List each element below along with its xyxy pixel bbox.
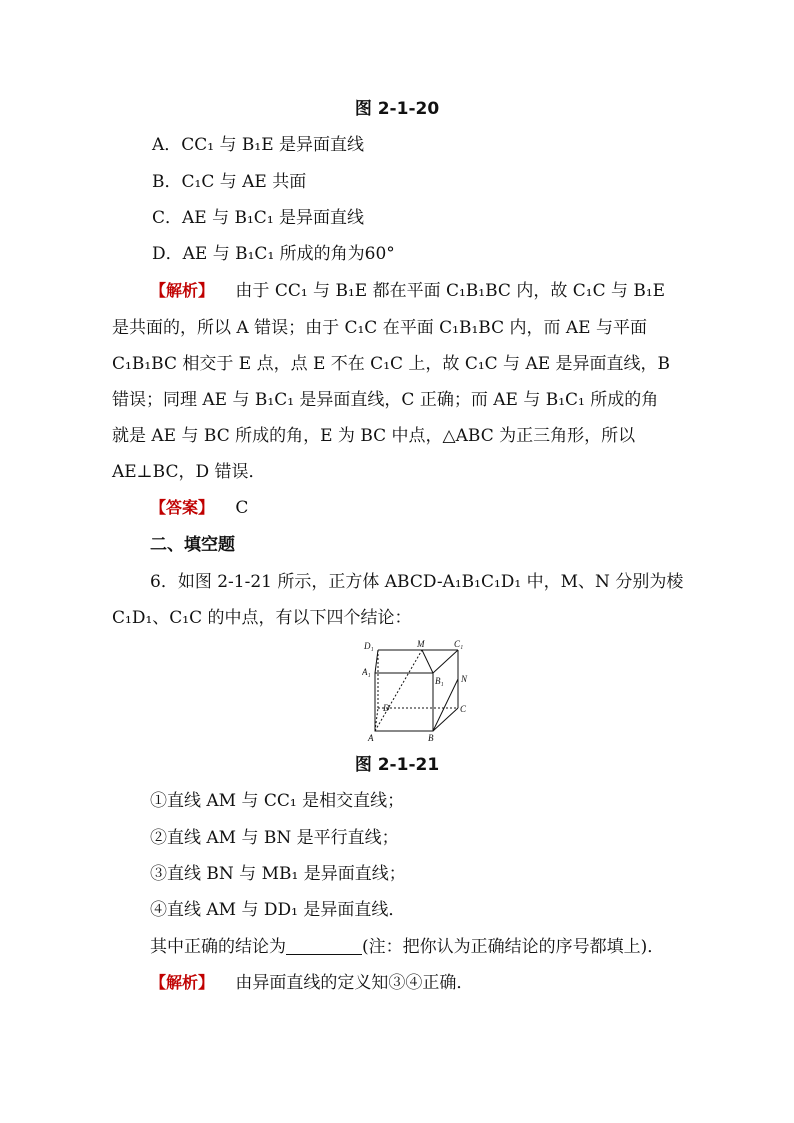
option-c: C．AE 与 B₁C₁ 是异面直线 — [152, 208, 365, 228]
analysis-1-line-6: AE⊥BC，D 错误． — [112, 462, 266, 482]
label-d: D — [383, 703, 390, 713]
label-n: N — [461, 674, 468, 684]
analysis-1-line-4: 错误；同理 AE 与 B₁C₁ 是异面直线，C 正确；而 AE 与 B₁C₁ 所成的角 — [112, 390, 659, 410]
figure-top-caption: 图 2-1-20 — [354, 99, 440, 119]
option-b: B．C₁C 与 AE 共面 — [152, 172, 307, 192]
analysis-2 — [150, 973, 473, 993]
conclusion-2: ②直线 AM 与 BN 是平行直线； — [150, 828, 399, 848]
conclusion-4: ④直线 AM 与 DD₁ 是异面直线． — [150, 900, 406, 920]
analysis-tag: 【解析】 — [150, 281, 215, 300]
answer-value: C — [235, 498, 249, 518]
conclusion-1: ①直线 AM 与 CC₁ 是相交直线； — [150, 791, 405, 811]
label-c1: C₁ — [454, 640, 464, 649]
analysis-tag: 【解析】 — [150, 973, 215, 992]
option-d: D．AE 与 B₁C₁ 所成的角为60° — [152, 244, 395, 264]
cube-figure — [362, 640, 482, 745]
answer-blank[interactable] — [286, 938, 362, 955]
analysis-1-line-2: 是共面的，所以 A 错误；由于 C₁C 在平面 C₁B₁BC 内，而 AE 与平面 — [112, 318, 647, 338]
question-6-line-2: C₁D₁、C₁C 的中点，有以下四个结论： — [112, 608, 412, 628]
conclusion-3: ③直线 BN 与 MB₁ 是异面直线； — [150, 864, 406, 884]
analysis-1-line-1 — [150, 281, 665, 301]
section-title: 二、填空题 — [150, 535, 235, 555]
label-b1: B₁ — [435, 676, 444, 686]
fill-prompt-before: 其中正确的结论为 — [150, 937, 286, 957]
analysis-1-line-5: 就是 AE 与 BC 所成的角，E 为 BC 中点，△ABC 为正三角形，所以 — [112, 426, 636, 446]
figure-caption: 图 2-1-21 — [354, 755, 440, 775]
label-a1: A₁ — [362, 667, 371, 677]
analysis-text: 由异面直线的定义知③④正确． — [235, 973, 474, 993]
answer-1 — [150, 498, 248, 518]
answer-tag: 【答案】 — [150, 498, 215, 517]
label-d1: D₁ — [364, 641, 374, 651]
option-a: A．CC₁ 与 B₁E 是异面直线 — [152, 135, 365, 155]
fill-prompt-after: (注：把你认为正确结论的序号都填上)． — [362, 937, 665, 957]
label-c: C — [460, 704, 467, 714]
label-b: B — [428, 733, 434, 743]
question-6-line-1: 6．如图 2-1-21 所示，正方体 ABCD-A₁B₁C₁D₁ 中，M、N 分别为棱 — [150, 572, 684, 592]
analysis-1-line-3: C₁B₁BC 相交于 E 点，点 E 不在 C₁C 上，故 C₁C 与 AE 是异面直线，B — [112, 354, 671, 374]
fill-prompt — [150, 937, 664, 957]
label-a: A — [368, 733, 374, 743]
label-m: M — [417, 640, 425, 649]
analysis-text: 由于 CC₁ 与 B₁E 都在平面 C₁B₁BC 内，故 C₁C 与 B₁E — [235, 281, 666, 301]
